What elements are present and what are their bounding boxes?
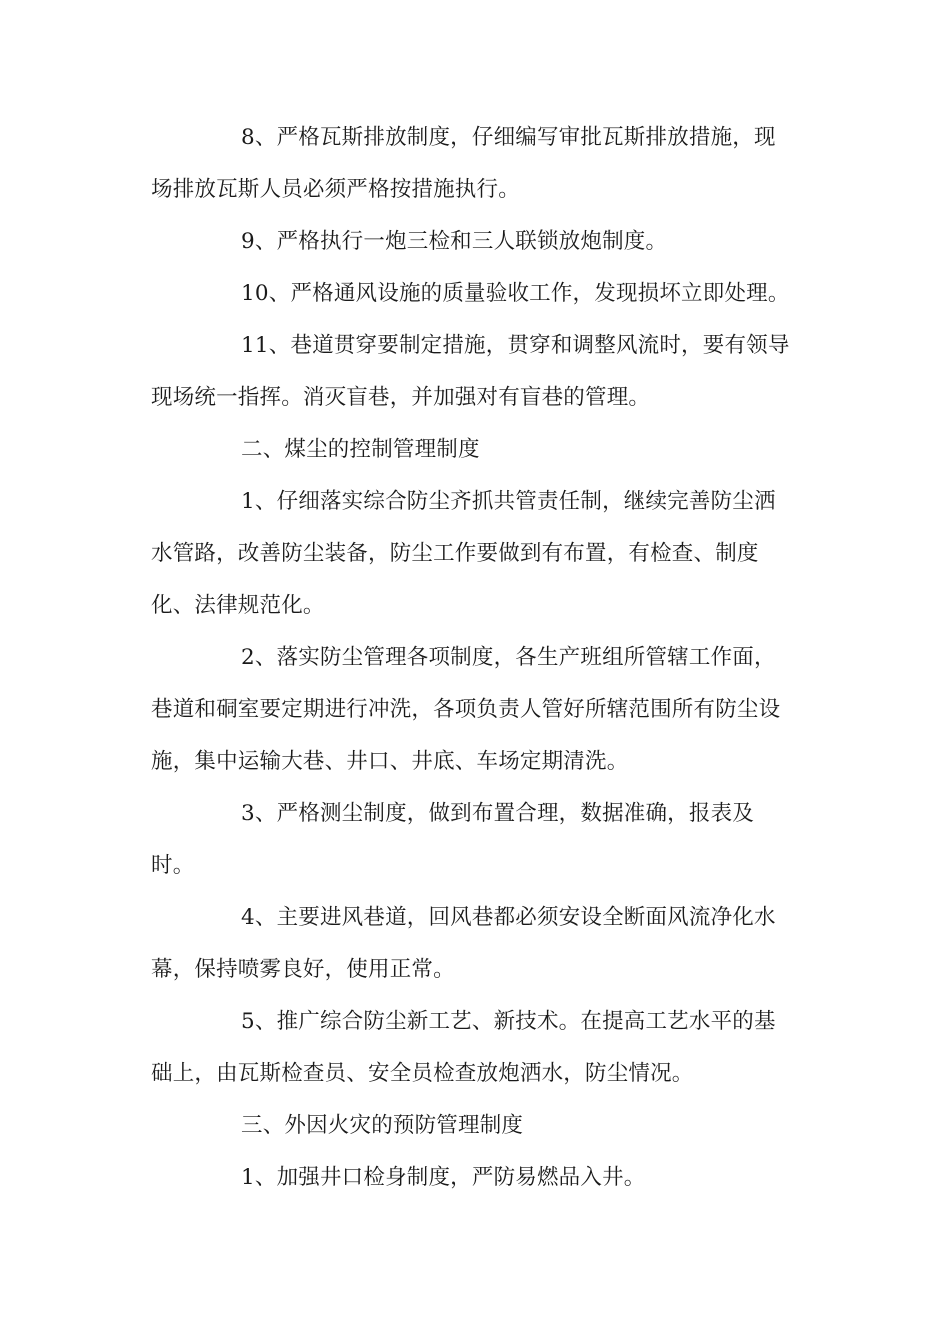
text-line: 水管路，改善防尘装备，防尘工作要做到有布置，有检查、制度: [151, 541, 759, 566]
text-line: 1、仔细落实综合防尘齐抓共管责任制，继续完善防尘洒: [241, 489, 776, 514]
text-line: 施，集中运输大巷、井口、井底、车场定期清洗。: [151, 749, 629, 774]
text-line: 巷道和硐室要定期进行冲洗，各项负责人管好所辖范围所有防尘设: [151, 697, 781, 722]
text-line: 11、巷道贯穿要制定措施，贯穿和调整风流时，要有领导: [241, 333, 790, 358]
text-line: 化、法律规范化。: [151, 593, 325, 618]
text-line: 场排放瓦斯人员必须严格按措施执行。: [151, 177, 520, 202]
text-line: 时。: [151, 853, 195, 878]
text-line: 10、严格通风设施的质量验收工作，发现损坏立即处理。: [241, 281, 790, 306]
text-line: 1、加强井口检身制度，严防易燃品入井。: [241, 1165, 646, 1190]
text-line: 现场统一指挥。消灭盲巷，并加强对有盲巷的管理。: [151, 385, 651, 410]
text-line: 8、严格瓦斯排放制度，仔细编写审批瓦斯排放措施，现: [241, 125, 776, 150]
text-line: 3、严格测尘制度，做到布置合理，数据准确，报表及: [241, 801, 754, 826]
text-line: 4、主要进风巷道，回风巷都必须安设全断面风流净化水: [241, 905, 776, 930]
section-heading: 三、外因火灾的预防管理制度: [241, 1113, 524, 1138]
text-line: 5、推广综合防尘新工艺、新技术。在提高工艺水平的基: [241, 1009, 776, 1034]
text-line: 9、严格执行一炮三检和三人联锁放炮制度。: [241, 229, 668, 254]
text-line: 础上，由瓦斯检查员、安全员检查放炮洒水，防尘情况。: [151, 1061, 694, 1086]
text-line: 幕，保持喷雾良好，使用正常。: [151, 957, 455, 982]
text-line: 2、落实防尘管理各项制度，各生产班组所管辖工作面，: [241, 645, 776, 670]
section-heading: 二、煤尘的控制管理制度: [241, 437, 480, 462]
